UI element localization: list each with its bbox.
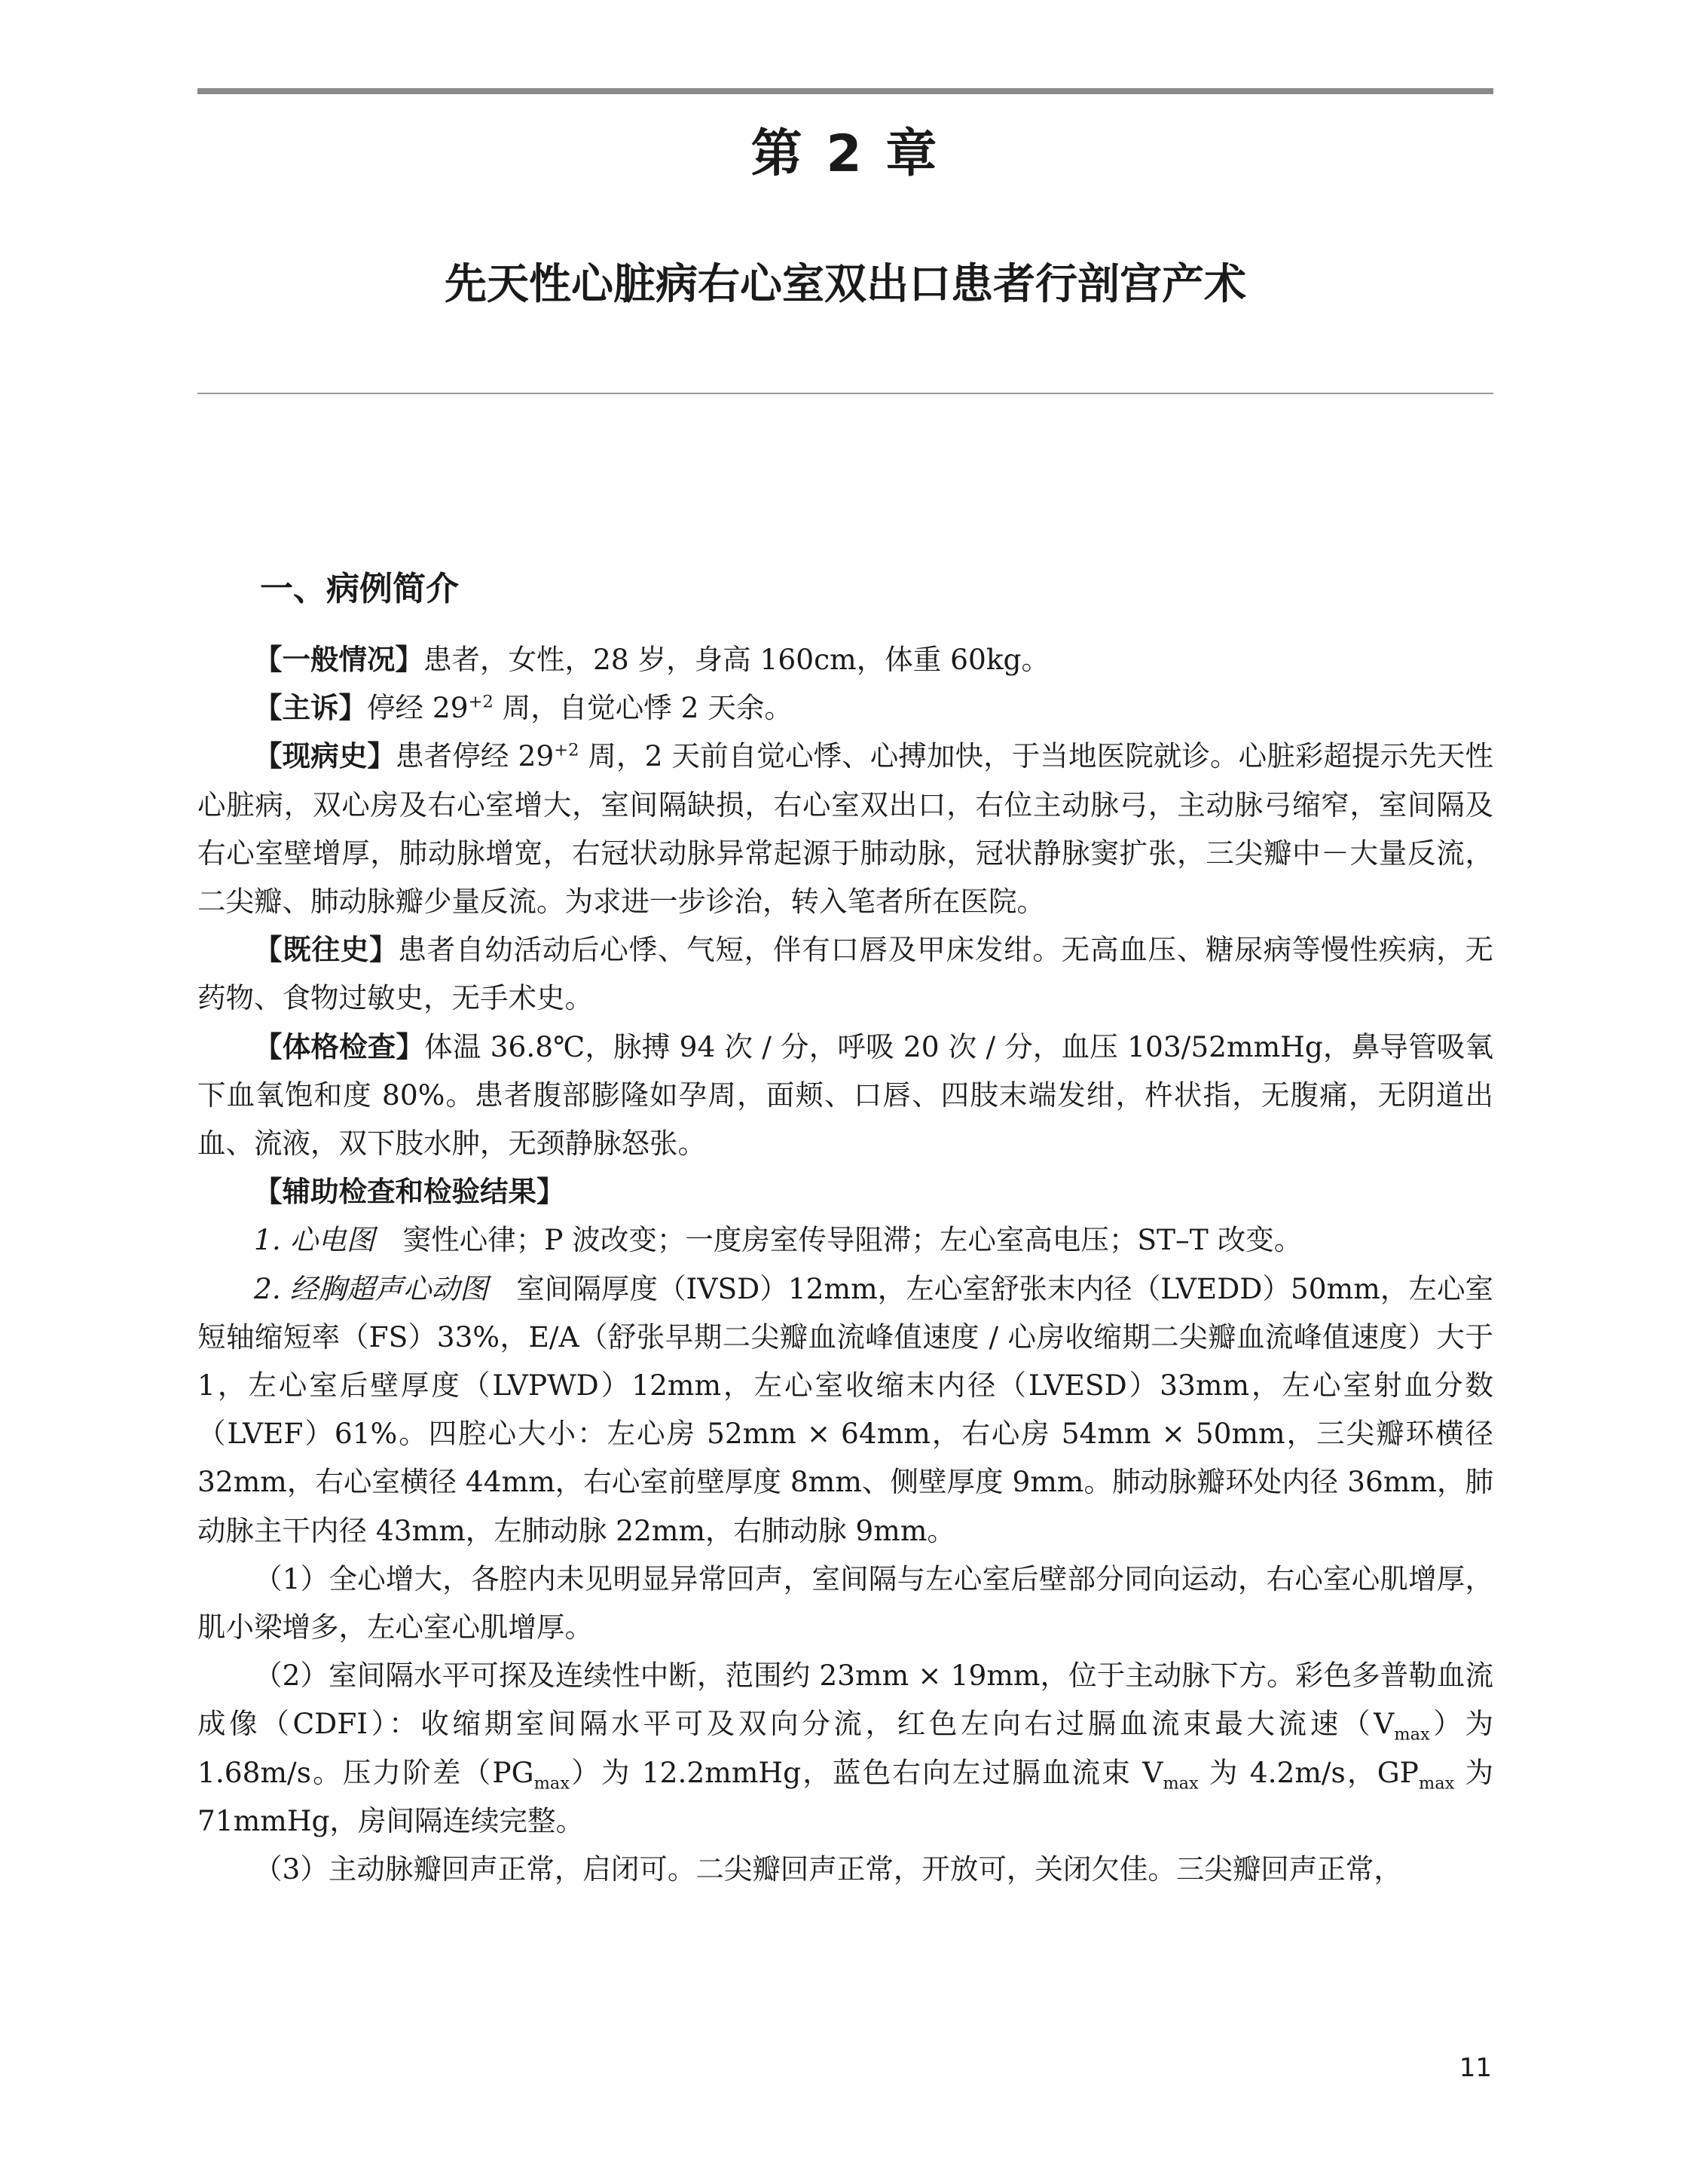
label-complaint: 【主诉】 bbox=[254, 691, 367, 725]
paragraph-aux-exams bbox=[197, 1167, 1493, 1216]
chapter-title: 先天性心脏病右心室双出口患者行剖宫产术 bbox=[445, 260, 1246, 309]
text-complaint-2: 周，自觉心悸 2 天余。 bbox=[493, 691, 793, 725]
text-item-3: （3）主动脉瓣回声正常，启闭可。二尖瓣回声正常，开放可，关闭欠佳。三尖瓣回声正常， bbox=[254, 1852, 1402, 1886]
paragraph-past-history bbox=[197, 925, 1493, 1022]
paragraph-item-3 bbox=[197, 1845, 1493, 1893]
text-item-1: （1）全心增大，各腔内未见明显异常回声，室间隔与左心室后壁部分同向运动，右心室心肌增厚，肌小梁增多，左心室心肌增厚。 bbox=[197, 1562, 1493, 1644]
sup-complaint: +2 bbox=[468, 692, 494, 712]
text-general: 患者，女性，28 岁，身高 160cm，体重 60kg。 bbox=[423, 643, 1050, 676]
label-physical-exam: 【体格检查】 bbox=[254, 1029, 425, 1063]
body-text bbox=[197, 635, 1493, 1893]
sub-item-2-1: max bbox=[1394, 1724, 1430, 1745]
caption-ecg: 1. 心电图 bbox=[254, 1223, 375, 1257]
section-heading: 一、病例简介 bbox=[260, 570, 459, 608]
paragraph-item-1 bbox=[197, 1555, 1493, 1651]
label-aux-exams: 【辅助检查和检验结果】 bbox=[254, 1175, 565, 1209]
title-rule bbox=[197, 393, 1493, 394]
sub-item-2-2: max bbox=[533, 1773, 570, 1794]
caption-echo: 2. 经胸超声心动图 bbox=[254, 1271, 488, 1305]
text-complaint-1: 停经 29 bbox=[367, 691, 469, 725]
text-item-2-5: 为 71mmHg，房间隔连续完整。 bbox=[197, 1755, 1494, 1837]
sub-item-2-4: max bbox=[1418, 1773, 1455, 1794]
text-item-2-2: ）为 1.68m/s。压力阶差（PG bbox=[197, 1707, 1494, 1789]
text-present-history-2: 周，2 天前自觉心悸、心搏加快，于当地医院就诊。心脏彩超提示先天性心脏病，双心房及右心室增大，室间隔缺损，右心室双出口，右位主动脉弓，主动脉弓缩窄，室间隔及右心室壁增厚，肺动脉增宽，右冠状动脉异常起源于肺动脉，冠状静脉窦扩张，三尖瓣中－大量反流，二尖瓣、肺动脉瓣少量反流。为求进一步诊治，转入笔者所在医院。 bbox=[197, 739, 1494, 919]
chapter-number: 第 2 章 bbox=[750, 124, 940, 184]
text-item-2-3: ）为 12.2mmHg，蓝色右向左过膈血流束 V bbox=[570, 1755, 1163, 1789]
text-present-history-1: 患者停经 29 bbox=[396, 739, 555, 773]
page-number: 11 bbox=[1459, 2053, 1492, 2083]
text-physical-exam: 体温 36.8℃，脉搏 94 次 / 分，呼吸 20 次 / 分，血压 103/52mmHg，鼻导管吸氧下血氧饱和度 80%。患者腹部膨隆如孕周，面颊、口唇、四肢末端发绀，杵状指，无腹痛，无阴道出血、流液，双下肢水肿，无颈静脉怒张。 bbox=[197, 1029, 1493, 1161]
paragraph-echo bbox=[197, 1265, 1493, 1555]
paragraph-present-history bbox=[197, 732, 1493, 925]
text-item-2-1: （2）室间隔水平可探及连续性中断，范围约 23mm × 19mm，位于主动脉下方。彩色多普勒血流成像（CDFI）：收缩期室间隔水平可及双向分流，红色左向右过膈血流束最大流速（V bbox=[197, 1659, 1493, 1741]
label-general: 【一般情况】 bbox=[254, 643, 423, 676]
label-past-history: 【既往史】 bbox=[254, 933, 399, 967]
paragraph-general bbox=[197, 635, 1493, 684]
text-item-2-4: 为 4.2m/s，GP bbox=[1198, 1755, 1419, 1789]
sup-present-history: +2 bbox=[554, 740, 579, 760]
top-rule bbox=[197, 88, 1493, 94]
paragraph-ecg bbox=[197, 1216, 1493, 1264]
text-echo: 室间隔厚度（IVSD）12mm，左心室舒张末内径（LVEDD）50mm，左心室短轴缩短率（FS）33%，E/A（舒张早期二尖瓣血流峰值速度 / 心房收缩期二尖瓣血流峰值速度）大于 1，左心室后壁厚度（LVPWD）12mm，左心室收缩末内径（LVESD）33mm，左心室射血分数（LVEF）61%。四腔心大小：左心房 52mm × 64mm，右心房 54mm × 50mm，三尖瓣环横径 32mm，右心室横径 44mm，右心室前壁厚度 8mm、侧壁厚度 9mm。肺动脉瓣环处内径 36mm，肺动脉主干内径 43mm，左肺动脉 22mm，右肺动脉 9mm。 bbox=[197, 1271, 1493, 1547]
paragraph-physical-exam bbox=[197, 1023, 1493, 1168]
sub-item-2-3: max bbox=[1163, 1773, 1199, 1794]
paragraph-item-2 bbox=[197, 1651, 1493, 1845]
text-past-history: 患者自幼活动后心悸、气短，伴有口唇及甲床发绀。无高血压、糖尿病等慢性疾病，无药物、食物过敏史，无手术史。 bbox=[197, 933, 1494, 1015]
paragraph-complaint bbox=[197, 684, 1493, 732]
text-ecg: 窦性心律；P 波改变；一度房室传导阻滞；左心室高电压；ST–T 改变。 bbox=[374, 1223, 1303, 1257]
label-present-history: 【现病史】 bbox=[254, 739, 396, 773]
